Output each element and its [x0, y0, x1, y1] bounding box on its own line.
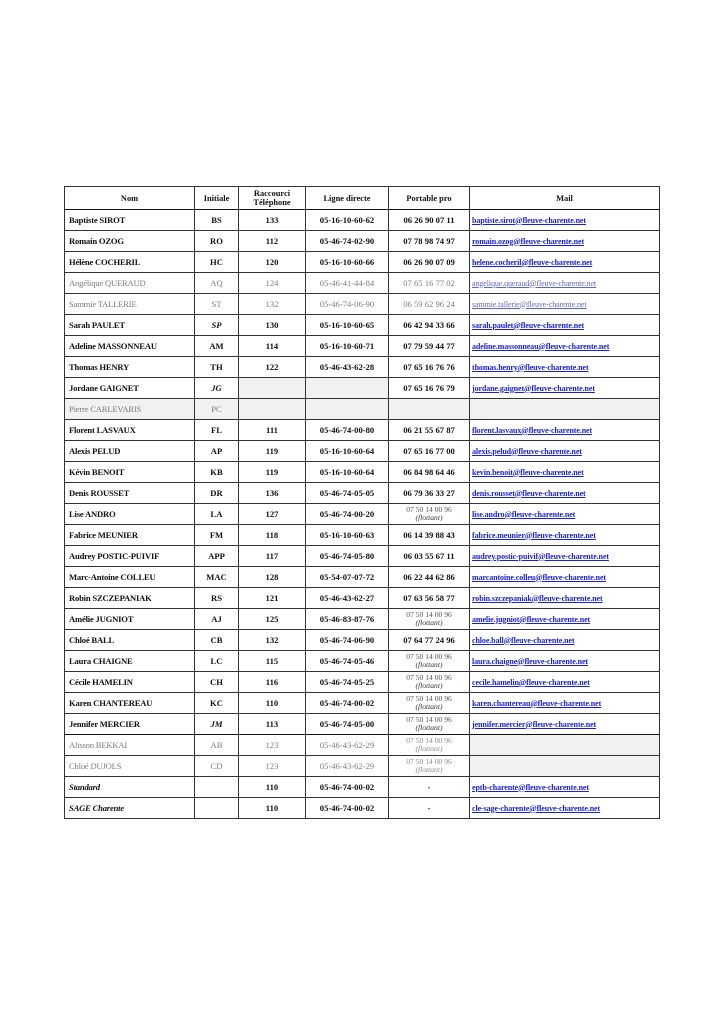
table-row: [65, 546, 660, 567]
contact-mail: [470, 378, 660, 399]
contact-mobile: [389, 735, 470, 756]
contact-shortcut: 123: [239, 756, 306, 777]
mail-link[interactable]: marcantoine.colleu@fleuve-charente.net: [472, 572, 606, 582]
contact-initials: AP: [195, 441, 239, 462]
contact-direct-line: 05-46-74-05-80: [306, 546, 389, 567]
mail-link[interactable]: chloe.ball@fleuve-charente.net: [472, 635, 575, 645]
mail-link[interactable]: eptb-charente@fleuve-charente.net: [472, 782, 589, 792]
contact-direct-line: 05-54-07-07-72: [306, 567, 389, 588]
contact-shortcut: 128: [239, 567, 306, 588]
contact-mobile: [389, 420, 470, 441]
table-row: [65, 357, 660, 378]
contact-initials: HC: [195, 252, 239, 273]
contact-mail: [470, 294, 660, 315]
table-row: [65, 315, 660, 336]
contact-shortcut: 120: [239, 252, 306, 273]
contact-mail: [470, 357, 660, 378]
contact-initials: AB: [195, 735, 239, 756]
contact-name: Chloé DUJOLS: [65, 756, 195, 777]
floating-label: (flottant): [415, 618, 443, 627]
mobile-number: 07 50 14 00 96: [406, 736, 452, 745]
contact-direct-line: 05-46-74-05-05: [306, 483, 389, 504]
contact-direct-line: 05-46-74-05-25: [306, 672, 389, 693]
table-row: [65, 294, 660, 315]
contact-initials: TH: [195, 357, 239, 378]
table-row: [65, 756, 660, 777]
contact-name: Sammie TALLERIE: [65, 294, 195, 315]
contact-name: Kévin BENOIT: [65, 462, 195, 483]
contact-mobile: [389, 336, 470, 357]
contact-name: Florent LASVAUX: [65, 420, 195, 441]
contact-shortcut: 113: [239, 714, 306, 735]
floating-label: (flottant): [415, 702, 443, 711]
contact-name: Hélène COCHERIL: [65, 252, 195, 273]
contact-mobile: [389, 231, 470, 252]
contact-mobile: [389, 588, 470, 609]
contact-initials: PC: [195, 399, 239, 420]
contact-name: Lise ANDRO: [65, 504, 195, 525]
contact-shortcut: 115: [239, 651, 306, 672]
contact-mobile: [389, 672, 470, 693]
contact-name: Thomas HENRY: [65, 357, 195, 378]
mail-link[interactable]: amelie.jugniot@fleuve-charente.net: [472, 614, 591, 624]
mail-link[interactable]: lise.andro@fleuve-charente.net: [472, 509, 576, 519]
contact-initials: ST: [195, 294, 239, 315]
contact-direct-line: 05-16-10-60-71: [306, 336, 389, 357]
mail-link[interactable]: jennifer.mercier@fleuve-charente.net: [472, 719, 597, 729]
table-row: [65, 798, 660, 819]
contact-mobile: [389, 357, 470, 378]
contact-name: Alexis PELUD: [65, 441, 195, 462]
mail-link[interactable]: alexis.pelud@fleuve-charente.net: [472, 446, 582, 456]
contact-name: SAGE Charente: [65, 798, 195, 819]
mail-link[interactable]: florent.lasvaux@fleuve-charente.net: [472, 425, 593, 435]
contact-initials: CH: [195, 672, 239, 693]
header-initials: Initiale: [195, 187, 239, 210]
contact-initials: JM: [195, 714, 239, 735]
mail-link[interactable]: helene.cocheril@fleuve-charente.net: [472, 257, 593, 267]
contact-initials: FL: [195, 420, 239, 441]
contact-mail: [470, 273, 660, 294]
contact-direct-line: 05-46-74-05-46: [306, 651, 389, 672]
contact-direct-line: 05-46-74-06-90: [306, 294, 389, 315]
contact-mail: [470, 399, 660, 420]
table-row: [65, 567, 660, 588]
contact-name: Amélie JUGNIOT: [65, 609, 195, 630]
contact-mobile: [389, 252, 470, 273]
table-row: [65, 735, 660, 756]
contact-mail: [470, 777, 660, 798]
contact-mail: [470, 315, 660, 336]
contact-shortcut: 123: [239, 735, 306, 756]
contact-mobile: [389, 483, 470, 504]
mail-link[interactable]: thomas.henry@fleuve-charente.net: [472, 362, 589, 372]
contact-mobile: [389, 210, 470, 231]
contact-shortcut: [239, 399, 306, 420]
mail-link[interactable]: karen.chantereau@fleuve-charente.net: [472, 698, 602, 708]
contact-initials: LC: [195, 651, 239, 672]
contact-mail: [470, 231, 660, 252]
contact-name: Pierre CARLEVARIS: [65, 399, 195, 420]
contact-shortcut: 111: [239, 420, 306, 441]
contact-direct-line: 05-46-43-62-28: [306, 357, 389, 378]
contact-name: Romain OZOG: [65, 231, 195, 252]
contact-direct-line: [306, 399, 389, 420]
contact-mail: [470, 420, 660, 441]
contact-direct-line: 05-46-74-00-02: [306, 798, 389, 819]
contact-direct-line: 05-46-74-00-80: [306, 420, 389, 441]
contact-initials: RS: [195, 588, 239, 609]
table-row: [65, 420, 660, 441]
contact-name: Baptiste SIROT: [65, 210, 195, 231]
mail-link[interactable]: sammie.tallerie@fleuve-charente.net: [472, 299, 587, 309]
contact-shortcut: 112: [239, 231, 306, 252]
contact-shortcut: 119: [239, 441, 306, 462]
contact-mobile: [389, 504, 470, 525]
contact-shortcut: 118: [239, 525, 306, 546]
contact-initials: JG: [195, 378, 239, 399]
contact-initials: BS: [195, 210, 239, 231]
table-row: [65, 336, 660, 357]
contact-initials: AM: [195, 336, 239, 357]
contact-initials: AJ: [195, 609, 239, 630]
table-row: [65, 630, 660, 651]
contact-name: Denis ROUSSET: [65, 483, 195, 504]
contact-initials: CD: [195, 756, 239, 777]
contact-mail: [470, 252, 660, 273]
contact-shortcut: 110: [239, 798, 306, 819]
contact-initials: MAC: [195, 567, 239, 588]
mobile-number: 06 26 90 07 11: [403, 214, 455, 225]
contact-initials: FM: [195, 525, 239, 546]
contact-shortcut: 124: [239, 273, 306, 294]
mobile-number: 06 14 39 88 43: [403, 529, 455, 540]
contact-mail: [470, 546, 660, 567]
mobile-number: 07 63 56 58 77: [403, 592, 455, 603]
contact-mobile: [389, 399, 470, 420]
contact-direct-line: 05-46-43-62-29: [306, 756, 389, 777]
mobile-number: -: [427, 802, 431, 813]
mobile-number: 07 65 16 76 79: [403, 382, 455, 393]
contact-direct-line: [306, 378, 389, 399]
mobile-number: -: [427, 781, 431, 792]
contact-mail: [470, 210, 660, 231]
contact-shortcut: 110: [239, 777, 306, 798]
contacts-body: [65, 210, 660, 819]
contact-mail: [470, 693, 660, 714]
mobile-number: 06 42 94 33 66: [403, 319, 455, 330]
contact-name: Fabrice MEUNIER: [65, 525, 195, 546]
contact-direct-line: 05-16-10-60-64: [306, 441, 389, 462]
mail-link[interactable]: jordane.gaignet@fleuve-charente.net: [472, 383, 595, 393]
mobile-number: 07 50 14 00 96: [406, 757, 452, 766]
mobile-number: 07 78 98 74 97: [403, 235, 455, 246]
table-row: [65, 651, 660, 672]
contact-direct-line: 05-46-74-05-00: [306, 714, 389, 735]
table-row: [65, 672, 660, 693]
contact-mail: [470, 588, 660, 609]
contact-mail: [470, 714, 660, 735]
contact-mail: [470, 567, 660, 588]
contact-initials: LA: [195, 504, 239, 525]
contact-mail: [470, 798, 660, 819]
mobile-number: 06 21 55 67 87: [403, 424, 455, 435]
contact-mail: [470, 630, 660, 651]
mail-link[interactable]: audrey.postic-puivif@fleuve-charente.net: [472, 551, 609, 561]
mail-link[interactable]: adeline.massonneau@fleuve-charente.net: [472, 341, 610, 351]
table-row: [65, 441, 660, 462]
contact-direct-line: 05-46-74-00-02: [306, 777, 389, 798]
floating-label: (flottant): [415, 660, 443, 669]
contact-mobile: [389, 609, 470, 630]
contact-mobile: [389, 294, 470, 315]
contact-mail: [470, 756, 660, 777]
contact-mobile: [389, 462, 470, 483]
table-row: [65, 777, 660, 798]
table-row: [65, 231, 660, 252]
mail-link[interactable]: baptiste.sirot@fleuve-charente.net: [472, 215, 586, 225]
contact-shortcut: 125: [239, 609, 306, 630]
header-shortcut: Raccourci Téléphone: [239, 187, 306, 210]
table-row: [65, 714, 660, 735]
mail-link[interactable]: romain.ozog@fleuve-charente.net: [472, 236, 585, 246]
mobile-number: 06 26 90 07 09: [403, 256, 455, 267]
contact-mail: [470, 525, 660, 546]
table-row: [65, 399, 660, 420]
contact-mobile: [389, 315, 470, 336]
mobile-number: 06 79 36 33 27: [403, 487, 455, 498]
contact-shortcut: 136: [239, 483, 306, 504]
contact-mobile: [389, 777, 470, 798]
contact-direct-line: 05-46-74-00-20: [306, 504, 389, 525]
contact-mail: [470, 504, 660, 525]
contact-mobile: [389, 756, 470, 777]
contact-name: Robin SZCZEPANIAK: [65, 588, 195, 609]
table-row: [65, 483, 660, 504]
contact-initials: [195, 798, 239, 819]
contact-direct-line: 05-46-74-00-02: [306, 693, 389, 714]
contact-mobile: [389, 525, 470, 546]
contact-name: Standard: [65, 777, 195, 798]
table-row: [65, 693, 660, 714]
contact-name: Adeline MASSONNEAU: [65, 336, 195, 357]
contact-mail: [470, 483, 660, 504]
contact-shortcut: 110: [239, 693, 306, 714]
contact-name: Audrey POSTIC-PUIVIF: [65, 546, 195, 567]
mobile-number: 07 50 14 00 96: [406, 652, 452, 661]
mail-link[interactable]: denis.rousset@fleuve-charente.net: [472, 488, 586, 498]
mobile-number: 07 50 14 00 96: [406, 715, 452, 724]
contact-mobile: [389, 714, 470, 735]
mobile-number: 07 50 14 00 96: [406, 610, 452, 619]
contact-initials: [195, 777, 239, 798]
contact-shortcut: 114: [239, 336, 306, 357]
contact-shortcut: 116: [239, 672, 306, 693]
floating-label: (flottant): [415, 513, 443, 522]
contact-name: Karen CHANTEREAU: [65, 693, 195, 714]
table-row: [65, 609, 660, 630]
contact-name: Sarah PAULET: [65, 315, 195, 336]
floating-label: (flottant): [415, 723, 443, 732]
contact-shortcut: 121: [239, 588, 306, 609]
mobile-number: 06 84 98 64 46: [403, 466, 455, 477]
mail-link[interactable]: cle-sage-charente@fleuve-charente.net: [472, 803, 601, 813]
contact-direct-line: 05-16-10-60-65: [306, 315, 389, 336]
contact-mobile: [389, 567, 470, 588]
mobile-number: 07 50 14 00 96: [406, 673, 452, 682]
contact-shortcut: 132: [239, 630, 306, 651]
contact-name: Angélique QUERAUD: [65, 273, 195, 294]
header-name: Nom: [65, 187, 195, 210]
contact-shortcut: 117: [239, 546, 306, 567]
mobile-number: 06 22 44 62 86: [403, 571, 455, 582]
contact-name: Marc-Antoine COLLEU: [65, 567, 195, 588]
contact-mail: [470, 651, 660, 672]
contact-mobile: [389, 630, 470, 651]
header-mobile: Portable pro: [389, 187, 470, 210]
contact-initials: AQ: [195, 273, 239, 294]
contact-initials: SP: [195, 315, 239, 336]
contact-initials: APP: [195, 546, 239, 567]
contact-initials: KB: [195, 462, 239, 483]
contact-initials: CB: [195, 630, 239, 651]
contact-shortcut: 132: [239, 294, 306, 315]
header-direct-line: Ligne directe: [306, 187, 389, 210]
mobile-number: 07 79 59 44 77: [403, 340, 455, 351]
contact-name: Chloé BALL: [65, 630, 195, 651]
table-row: [65, 252, 660, 273]
mail-link[interactable]: angelique.queraud@fleuve-charente.net: [472, 278, 597, 288]
mobile-number: 07 50 14 00 96: [406, 694, 452, 703]
contact-mail: [470, 609, 660, 630]
mobile-number: 07 65 16 77 02: [403, 277, 455, 288]
contact-initials: RO: [195, 231, 239, 252]
mail-link[interactable]: laura.chaigne@fleuve-charente.net: [472, 656, 588, 666]
header-mail: Mail: [470, 187, 660, 210]
contact-direct-line: 05-16-10-60-62: [306, 210, 389, 231]
contact-direct-line: 05-46-41-44-84: [306, 273, 389, 294]
contact-name: Alisson BEKKAI: [65, 735, 195, 756]
contact-direct-line: 05-16-10-60-63: [306, 525, 389, 546]
floating-label: (flottant): [415, 681, 443, 690]
mail-link[interactable]: kevin.benoit@fleuve-charente.net: [472, 467, 584, 477]
mobile-number: 07 65 16 77 00: [403, 445, 455, 456]
contact-shortcut: [239, 378, 306, 399]
contact-shortcut: 122: [239, 357, 306, 378]
contact-mobile: [389, 273, 470, 294]
contact-shortcut: 130: [239, 315, 306, 336]
mail-link[interactable]: robin.szczepaniak@fleuve-charente.net: [472, 593, 603, 603]
table-row: [65, 504, 660, 525]
mobile-number: 06 03 55 67 11: [403, 550, 455, 561]
contact-initials: KC: [195, 693, 239, 714]
contact-direct-line: 05-16-10-60-66: [306, 252, 389, 273]
mail-link[interactable]: cecile.hamelin@fleuve-charente.net: [472, 677, 590, 687]
mail-link[interactable]: sarah.paulet@fleuve-charente.net: [472, 320, 585, 330]
contact-initials: DR: [195, 483, 239, 504]
contact-mobile: [389, 798, 470, 819]
contact-shortcut: 119: [239, 462, 306, 483]
table-row: [65, 588, 660, 609]
contact-mobile: [389, 651, 470, 672]
contact-mobile: [389, 378, 470, 399]
contact-mobile: [389, 441, 470, 462]
contact-direct-line: 05-46-83-87-76: [306, 609, 389, 630]
floating-label: (flottant): [415, 744, 443, 753]
contact-shortcut: 127: [239, 504, 306, 525]
mail-link[interactable]: fabrice.meunier@fleuve-charente.net: [472, 530, 596, 540]
contact-direct-line: 05-46-43-62-29: [306, 735, 389, 756]
contact-mail: [470, 336, 660, 357]
contact-name: Jennifer MERCIER: [65, 714, 195, 735]
contact-name: Jordane GAIGNET: [65, 378, 195, 399]
contact-direct-line: 05-16-10-60-64: [306, 462, 389, 483]
contact-mail: [470, 441, 660, 462]
floating-label: (flottant): [415, 765, 443, 774]
contact-name: Cécile HAMELIN: [65, 672, 195, 693]
contact-mail: [470, 672, 660, 693]
table-row: [65, 462, 660, 483]
contact-direct-line: 05-46-74-06-90: [306, 630, 389, 651]
table-row: [65, 378, 660, 399]
mobile-number: 07 64 77 24 96: [403, 634, 455, 645]
contact-mail: [470, 462, 660, 483]
contact-mobile: [389, 546, 470, 567]
mobile-number: 07 65 16 76 76: [403, 361, 455, 372]
contact-mail: [470, 735, 660, 756]
contact-shortcut: 133: [239, 210, 306, 231]
mobile-number: 06 59 62 96 24: [403, 298, 455, 309]
contact-direct-line: 05-46-74-02-90: [306, 231, 389, 252]
contact-direct-line: 05-46-43-62-27: [306, 588, 389, 609]
contact-mobile: [389, 693, 470, 714]
header-row: [65, 187, 660, 210]
table-row: [65, 210, 660, 231]
mobile-number: 07 50 14 00 96: [406, 505, 452, 514]
table-row: [65, 525, 660, 546]
contact-name: Laura CHAIGNE: [65, 651, 195, 672]
table-row: [65, 273, 660, 294]
contacts-table: [64, 186, 660, 819]
